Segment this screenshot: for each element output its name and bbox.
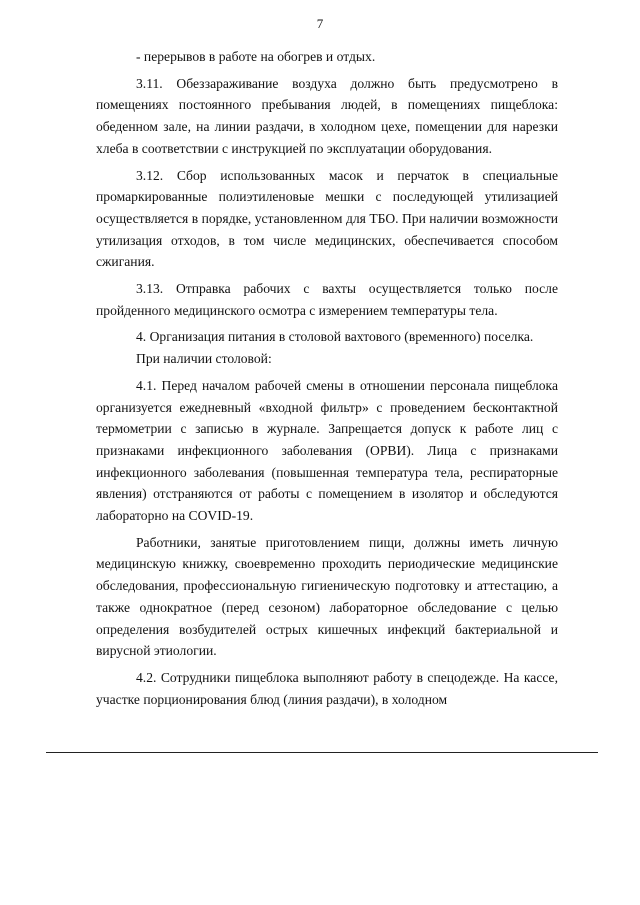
page-number: 7 (316, 16, 324, 31)
paragraph-3-12: 3.12. Сбор использованных масок и перчаток в специальные промаркированные полиэтиленовые мешки с последующей утилизацией осуществляется в порядке, установленном для ТБО. При наличии возможности утилизация отходов, в том числе медицинских, обеспечивается способом сжигания. (96, 167, 558, 270)
document-body (96, 46, 558, 710)
footer-divider (46, 752, 598, 753)
paragraph-workers: Работники, занятые приготовлением пищи, должны иметь личную медицинскую книжку, своевременно проходить периодические медицинские обследования, профессиональную гигиеническую подготовку и аттестацию, а также однократное (перед сезоном) лабораторное обследование с целью определения возбудителей острых кишечных инфекций бактериальной и вирусной этиологии. (96, 534, 558, 659)
paragraph-breaks-item: - перерывов в работе на обогрев и отдых. (136, 49, 376, 64)
section-heading-4: 4. Организация питания в столовой вахтового (временного) поселка. (136, 329, 534, 345)
paragraph-4-2: 4.2. Сотрудники пищеблока выполняют работу в спецодежде. На кассе, участке порционирования блюд (линия раздачи), в холодном (96, 669, 558, 707)
paragraph-4-1: 4.1. Перед началом рабочей смены в отношении персонала пищеблока организуется ежедневный «входной фильтр» с проведением бесконтактной термометрии с записью в журнале. Запрещается допуск к работе лиц с признаками инфекционного заболевания (ОРВИ). Лица с признаками инфекционного заболевания (повышенная температура тела, респираторные явления) отстраняются от работы с помещением в изолятор и обследуются лабораторно на COVID-19. (96, 377, 558, 524)
paragraph-3-11: 3.11. Обеззараживание воздуха должно быть предусмотрено в помещениях постоянного пребывания людей, в помещениях пищеблока: обеденном зале, на линии раздачи, в холодном цехе, помещении для нарезки хлеба в соответствии с инструкцией по эксплуатации оборудования. (96, 75, 558, 156)
paragraph-canteen-condition: При наличии столовой: (136, 351, 272, 367)
paragraph-3-13: 3.13. Отправка рабочих с вахты осуществляется только после пройденного медицинского осмотра с измерением температуры тела. (96, 281, 558, 318)
